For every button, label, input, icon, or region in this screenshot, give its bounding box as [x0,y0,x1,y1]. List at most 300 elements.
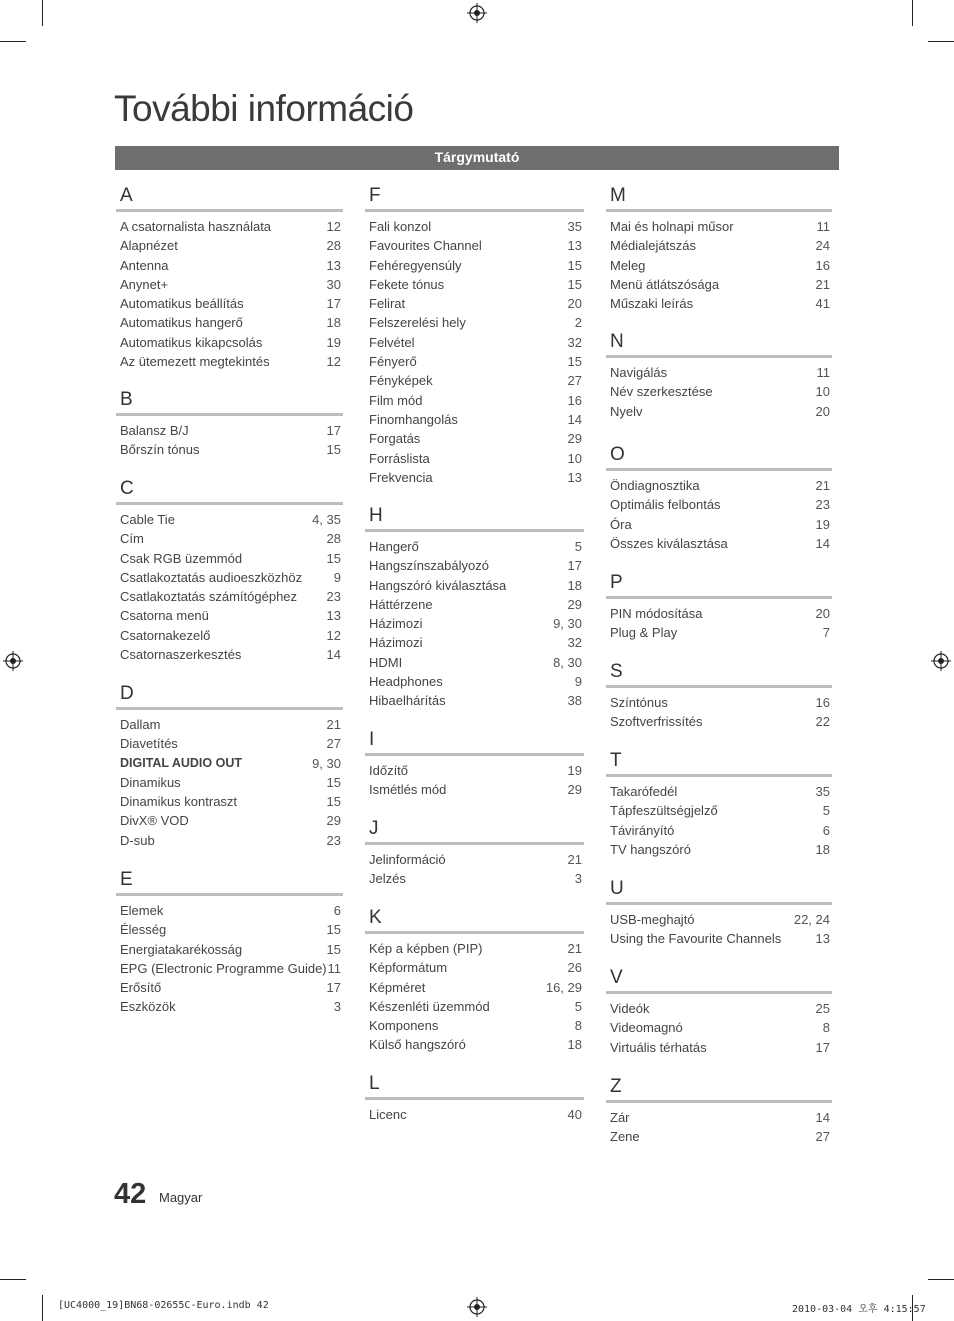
index-entry [116,294,343,313]
entry-pages: 27 [567,373,582,389]
entry-pages: 5 [574,998,582,1014]
entry-pages: 18 [815,841,830,857]
entry-term: Eszközök [120,999,176,1015]
entry-pages: 13 [815,931,830,947]
entry-pages: 27 [815,1129,830,1145]
entry-term: Kép a képben (PIP) [369,941,483,956]
entry-pages: 17 [326,423,341,438]
entry-term: Zár [610,1110,630,1125]
section-divider [365,842,584,845]
index-section [116,389,343,460]
section-divider [365,209,584,212]
index-entry [606,495,832,514]
section-divider [116,502,343,505]
section-letter: S [610,661,623,682]
entry-pages: 16 [815,257,830,273]
entry-pages: 17 [815,1039,830,1055]
entry-term: Menü átlátszósága [610,276,720,292]
section-letter: U [610,878,624,899]
entry-term: Hangerő [369,539,419,554]
entry-term: Név szerkesztése [610,384,713,400]
print-timestamp: 2010-03-04 오후 4:15:57 [792,1304,926,1315]
entry-term: Csatlakoztatás audioeszközhöz [120,569,303,585]
entry-pages: 15 [326,794,341,810]
index-entry [365,556,584,575]
entry-pages: 23 [326,832,341,848]
index-entry [606,1038,832,1057]
entry-pages: 32 [567,635,582,651]
index-entry [606,623,832,642]
index-entry [116,275,343,294]
index-entry [116,510,343,529]
entry-term: Hangszóró kiválasztása [369,577,507,593]
section-divider [606,596,832,599]
entry-pages: 35 [567,219,582,234]
index-section [606,444,832,553]
entry-term: Képméret [369,979,426,995]
entry-term: Bőrszín tónus [120,442,200,458]
index-entry [606,999,832,1018]
entry-pages: 2 [574,315,582,331]
entry-pages: 9 [574,674,582,690]
index-section [365,185,584,487]
entry-pages: 9, 30 [553,616,582,632]
entry-term: USB-meghajtó [610,912,695,927]
entry-pages: 20 [815,606,830,621]
index-entry [116,940,343,959]
index-entry [365,780,584,799]
index-entry [365,410,584,429]
index-entry [606,782,832,801]
index-entry [365,869,584,888]
index-entry [116,256,343,275]
index-entry [116,811,343,830]
entry-pages: 6 [333,903,341,918]
index-entry [365,576,584,595]
section-divider [606,1100,832,1103]
entry-pages: 12 [326,627,341,643]
index-entry [365,761,584,780]
entry-term: Dinamikus [120,774,181,790]
entry-term: Csak RGB üzemmód [120,550,243,566]
entry-pages: 15 [326,941,341,957]
index-entry [116,997,343,1016]
entry-term: Hibaelhárítás [369,693,446,709]
index-entry [606,712,832,731]
section-letter: N [610,331,624,352]
index-entry [116,421,343,440]
index-entry [116,734,343,753]
entry-term: Fali konzol [369,219,432,234]
entry-term: Cím [120,531,144,547]
entry-pages: 30 [326,276,341,292]
entry-pages: 5 [574,539,582,554]
entry-pages: 21 [815,478,830,493]
entry-term: Optimális felbontás [610,497,721,513]
index-entry [116,333,343,352]
entry-pages: 28 [326,238,341,254]
entry-term: Műszaki leírás [610,296,694,312]
index-section [606,967,832,1057]
entry-pages: 22, 24 [793,912,830,927]
index-entry [365,217,584,236]
entry-term: Automatikus kikapcsolás [120,334,263,350]
entry-pages: 32 [567,334,582,350]
entry-pages: 15 [567,276,582,292]
entry-term: Élesség [120,922,167,938]
section-letter: Z [610,1076,622,1097]
index-entry [365,633,584,652]
entry-term: EPG (Electronic Programme Guide) [120,960,327,976]
entry-term: Forgatás [369,431,421,447]
entry-term: Cable Tie [120,512,175,527]
entry-pages: 13 [326,608,341,624]
section-letter: M [610,185,626,206]
entry-pages: 4, 35 [312,512,341,527]
section-letter: F [369,185,381,206]
index-entry [365,449,584,468]
entry-term: Csatornakezelő [120,627,211,643]
registration-mark-icon [3,651,23,671]
entry-pages: 28 [326,531,341,547]
entry-term: Plug & Play [610,625,678,641]
entry-pages: 15 [567,257,582,273]
section-divider [606,902,832,905]
section-letter: O [610,444,625,465]
entry-pages: 16, 29 [545,979,582,995]
index-entry [365,294,584,313]
entry-term: Felszerelési hely [369,315,466,331]
index-entry [606,402,832,421]
index-section [365,818,584,889]
entry-pages: 12 [326,354,341,370]
section-header: Tárgymutató [115,146,839,170]
index-entry [365,958,584,977]
entry-pages: 18 [567,1037,582,1053]
entry-pages: 12 [326,219,341,234]
entry-term: Öndiagnosztika [610,478,700,493]
entry-term: A csatornalista használata [120,219,272,234]
entry-pages: 18 [326,315,341,331]
entry-pages: 14 [567,411,582,427]
index-entry [365,333,584,352]
section-divider [606,991,832,994]
index-entry [116,645,343,664]
index-entry [365,595,584,614]
index-entry [116,236,343,255]
entry-pages: 19 [567,763,582,778]
entry-term: Háttérzene [369,596,433,612]
entry-pages: 15 [326,922,341,938]
entry-pages: 11 [816,219,830,234]
entry-term: Alapnézet [120,238,178,254]
entry-term: Csatorna menü [120,608,209,624]
entry-pages: 5 [822,803,830,819]
entry-term: Finomhangolás [369,411,458,427]
section-divider [365,1097,584,1100]
entry-pages: 13 [567,469,582,485]
crop-mark [0,41,26,42]
index-entry [606,534,832,553]
index-entry [606,910,832,929]
index-entry [606,275,832,294]
index-section [606,331,832,421]
index-entry [116,978,343,997]
index-entry [365,672,584,691]
index-entry [606,515,832,534]
entry-term: Készenléti üzemmód [369,998,490,1014]
section-divider [116,413,343,416]
entry-term: Zene [610,1129,640,1145]
entry-pages: 20 [567,296,582,312]
index-entry [365,939,584,958]
entry-pages: 23 [326,589,341,605]
entry-term: Képformátum [369,960,448,976]
entry-term: HDMI [369,654,403,670]
entry-term: Felvétel [369,334,415,350]
entry-pages: 10 [815,384,830,400]
index-entry [116,920,343,939]
entry-term: Csatornaszerkesztés [120,647,242,663]
entry-term: Energiatakarékosság [120,941,243,957]
entry-pages: 16 [567,392,582,408]
entry-pages: 15 [326,442,341,458]
entry-term: Komponens [369,1018,439,1034]
entry-term: Nyelv [610,403,643,419]
section-letter: C [120,478,134,499]
index-entry [365,614,584,633]
index-entry [365,468,584,487]
registration-mark-icon [467,1297,487,1317]
section-letter: T [610,750,622,771]
index-entry [606,217,832,236]
index-section [116,185,343,371]
entry-pages: 19 [815,516,830,532]
entry-term: Headphones [369,674,443,690]
entry-term: Médialejátszás [610,238,696,254]
index-section [365,1073,584,1124]
entry-term: Mai és holnapi műsor [610,219,734,234]
section-divider [606,774,832,777]
entry-term: TV hangszóró [610,841,691,857]
entry-pages: 22 [815,714,830,730]
entry-term: Jelinformáció [369,852,446,867]
index-entry [116,715,343,734]
entry-pages: 8 [822,1020,830,1036]
entry-term: Tápfeszültségjelző [610,803,718,819]
crop-mark [928,41,954,42]
entry-term: Videók [610,1001,650,1016]
section-divider [116,209,343,212]
entry-pages: 29 [567,782,582,798]
index-entry [365,850,584,869]
index-entry [116,792,343,811]
section-letter: H [369,505,383,526]
index-entry [365,997,584,1016]
entry-term: Licenc [369,1107,407,1122]
entry-pages: 21 [815,276,830,292]
index-entry [606,476,832,495]
entry-term: Időzítő [369,763,409,778]
entry-pages: 15 [326,774,341,790]
entry-term: Meleg [610,257,646,273]
index-entry [606,693,832,712]
entry-term: Film mód [369,392,423,408]
section-letter: P [610,572,623,593]
section-letter: E [120,869,133,890]
entry-term: Takarófedél [610,784,678,799]
section-letter: D [120,683,134,704]
index-entry [606,294,832,313]
section-divider [365,529,584,532]
index-entry [365,236,584,255]
entry-pages: 21 [567,941,582,956]
index-entry [606,604,832,623]
entry-term: Fekete tónus [369,276,445,292]
section-divider [116,893,343,896]
entry-pages: 40 [567,1107,582,1122]
entry-term: DIGITAL AUDIO OUT [120,755,242,770]
index-entry [606,363,832,382]
index-entry [116,831,343,850]
index-entry [116,352,343,371]
index-entry [116,901,343,920]
entry-term: Antenna [120,257,169,273]
index-entry [116,440,343,459]
entry-term: Külső hangszóró [369,1037,466,1053]
index-section [606,1076,832,1147]
entry-term: Diavetítés [120,736,178,752]
entry-term: Az ütemezett megtekintés [120,354,270,370]
entry-term: Ismétlés mód [369,782,447,798]
entry-pages: 41 [815,296,830,312]
entry-term: Navigálás [610,365,668,380]
crop-mark [0,1279,26,1280]
index-entry [116,773,343,792]
entry-term: Összes kiválasztása [610,535,728,551]
entry-term: Frekvencia [369,469,433,485]
entry-pages: 21 [567,852,582,867]
section-letter: I [369,729,375,750]
entry-term: D-sub [120,832,155,848]
index-section [606,750,832,859]
index-entry [365,653,584,672]
index-entry [365,691,584,710]
index-entry [365,275,584,294]
entry-pages: 23 [815,497,830,513]
entry-pages: 21 [326,717,341,732]
index-entry [116,568,343,587]
section-letter: V [610,967,623,988]
entry-pages: 15 [326,550,341,566]
index-entry [365,429,584,448]
entry-pages: 8, 30 [553,654,582,670]
entry-pages: 6 [822,822,830,838]
entry-pages: 17 [326,296,341,312]
index-section [606,878,832,949]
entry-pages: 24 [815,238,830,254]
index-section [365,907,584,1055]
section-divider [606,209,832,212]
entry-term: Videomagnó [610,1020,683,1036]
index-entry [606,1108,832,1127]
crop-mark [42,0,43,26]
index-section [365,505,584,711]
section-letter: A [120,185,133,206]
entry-term: Automatikus hangerő [120,315,243,331]
entry-term: Favourites Channel [369,238,482,254]
section-divider [116,707,343,710]
entry-pages: 15 [567,354,582,370]
entry-term: Fényerő [369,354,417,370]
index-entry [606,236,832,255]
entry-term: Házimozi [369,635,423,651]
entry-pages: 29 [326,813,341,829]
section-letter: J [369,818,379,839]
index-section [606,185,832,313]
index-entry [365,1016,584,1035]
language-label: Magyar [159,1190,203,1205]
section-divider [606,355,832,358]
index-entry [606,1018,832,1037]
section-divider [606,468,832,471]
entry-term: Jelzés [369,871,406,887]
index-entry [606,382,832,401]
entry-term: Szoftverfrissítés [610,714,703,730]
entry-pages: 14 [326,647,341,663]
entry-pages: 13 [567,238,582,254]
section-divider [365,753,584,756]
index-section [116,478,343,664]
index-section [365,729,584,800]
index-entry [116,587,343,606]
entry-term: Óra [610,516,632,532]
entry-term: Dallam [120,717,161,732]
entry-term: Using the Favourite Channels [610,931,782,947]
entry-pages: 8 [574,1018,582,1034]
entry-pages: 18 [567,577,582,593]
index-entry [365,371,584,390]
entry-pages: 3 [333,999,341,1015]
entry-term: Forráslista [369,450,430,466]
index-entry [606,1127,832,1146]
crop-mark [928,1279,954,1280]
entry-term: Erősítő [120,980,162,996]
entry-term: PIN módosítása [610,606,703,621]
entry-pages: 29 [567,431,582,447]
index-entry [365,391,584,410]
entry-term: Felirat [369,296,406,312]
index-entry [606,821,832,840]
index-entry [116,529,343,548]
entry-term: Elemek [120,903,164,918]
entry-pages: 13 [326,257,341,273]
index-entry [606,929,832,948]
entry-pages: 17 [567,558,582,574]
entry-pages: 17 [326,980,341,996]
entry-term: Balansz B/J [120,423,189,438]
index-entry [606,801,832,820]
index-entry [365,1105,584,1124]
index-entry [365,313,584,332]
index-entry [116,626,343,645]
entry-pages: 27 [326,736,341,752]
entry-term: Fényképek [369,373,433,389]
registration-mark-icon [931,651,951,671]
entry-term: Dinamikus kontraszt [120,794,238,810]
entry-term: Hangszínszabályozó [369,558,489,574]
index-section [116,683,343,850]
